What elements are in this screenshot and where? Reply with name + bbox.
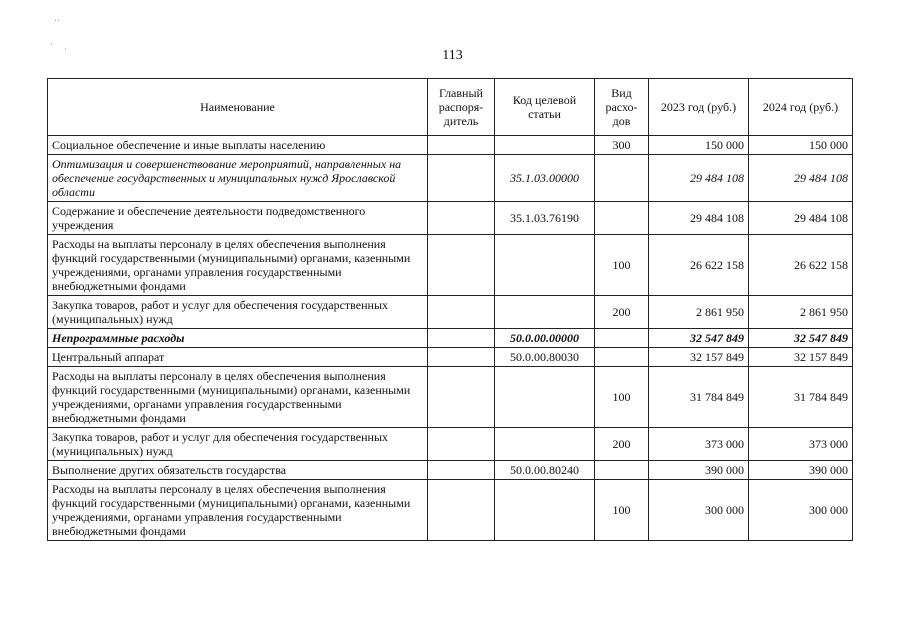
cell-2024: 390 000	[749, 461, 853, 480]
cell-code	[495, 367, 595, 428]
header-code: Код целевой статьи	[495, 79, 595, 136]
table-row	[48, 367, 853, 428]
cell-2023: 29 484 108	[649, 202, 749, 235]
table-row	[48, 428, 853, 461]
header-name: Наименование	[48, 79, 428, 136]
cell-admin	[428, 155, 495, 202]
cell-admin	[428, 348, 495, 367]
cell-kind: 100	[595, 235, 649, 296]
cell-2024: 31 784 849	[749, 367, 853, 428]
cell-code: 35.1.03.76190	[495, 202, 595, 235]
cell-admin	[428, 367, 495, 428]
table-row	[48, 480, 853, 541]
table-row	[48, 329, 853, 348]
cell-code: 50.0.00.80240	[495, 461, 595, 480]
cell-2024: 373 000	[749, 428, 853, 461]
cell-2023: 300 000	[649, 480, 749, 541]
table-row	[48, 348, 853, 367]
cell-kind	[595, 348, 649, 367]
cell-code	[495, 296, 595, 329]
cell-code	[495, 428, 595, 461]
cell-admin	[428, 428, 495, 461]
cell-2023: 26 622 158	[649, 235, 749, 296]
cell-2023: 390 000	[649, 461, 749, 480]
cell-2023: 32 157 849	[649, 348, 749, 367]
cell-admin	[428, 461, 495, 480]
header-2023: 2023 год (руб.)	[649, 79, 749, 136]
cell-2024: 29 484 108	[749, 155, 853, 202]
cell-2023: 29 484 108	[649, 155, 749, 202]
cell-name: Расходы на выплаты персоналу в целях обеспечения выполнения функций государственными (муниципальными) органами, казенными учреждениями, органами управления государственными внебюджетными фондами	[48, 235, 428, 296]
cell-name: Закупка товаров, работ и услуг для обеспечения государственных (муниципальных) нужд	[48, 296, 428, 329]
cell-code: 50.0.00.00000	[495, 329, 595, 348]
cell-admin	[428, 480, 495, 541]
cell-2024: 2 861 950	[749, 296, 853, 329]
table-row	[48, 235, 853, 296]
cell-2023: 373 000	[649, 428, 749, 461]
cell-admin	[428, 202, 495, 235]
cell-kind: 200	[595, 428, 649, 461]
cell-code: 50.0.00.80030	[495, 348, 595, 367]
cell-admin	[428, 296, 495, 329]
cell-2024: 29 484 108	[749, 202, 853, 235]
cell-name: Центральный аппарат	[48, 348, 428, 367]
cell-admin	[428, 235, 495, 296]
cell-2023: 31 784 849	[649, 367, 749, 428]
budget-table	[47, 78, 853, 541]
header-admin: Главный распоря-дитель	[428, 79, 495, 136]
cell-kind	[595, 155, 649, 202]
scan-speck: ‥	[54, 13, 61, 23]
cell-name: Расходы на выплаты персоналу в целях обеспечения выполнения функций государственными (муниципальными) органами, казенными учреждениями, органами управления государственными внебюджетными фондами	[48, 367, 428, 428]
table-body	[48, 136, 853, 541]
cell-code	[495, 480, 595, 541]
scan-speck: ·	[64, 44, 67, 54]
table-row	[48, 136, 853, 155]
cell-kind	[595, 461, 649, 480]
cell-2024: 32 157 849	[749, 348, 853, 367]
cell-2023: 150 000	[649, 136, 749, 155]
cell-kind: 100	[595, 480, 649, 541]
cell-2024: 32 547 849	[749, 329, 853, 348]
cell-name: Непрограммные расходы	[48, 329, 428, 348]
cell-2024: 26 622 158	[749, 235, 853, 296]
cell-code	[495, 235, 595, 296]
cell-kind: 300	[595, 136, 649, 155]
cell-2024: 150 000	[749, 136, 853, 155]
page-number: 113	[442, 48, 463, 63]
cell-2023: 32 547 849	[649, 329, 749, 348]
cell-name: Оптимизация и совершенствование мероприятий, направленных на обеспечение государственных и муниципальных нужд Ярославской области	[48, 155, 428, 202]
table-header-row	[48, 79, 853, 136]
cell-name: Социальное обеспечение и иные выплаты населению	[48, 136, 428, 155]
cell-kind: 100	[595, 367, 649, 428]
cell-kind	[595, 329, 649, 348]
cell-name: Закупка товаров, работ и услуг для обеспечения государственных (муниципальных) нужд	[48, 428, 428, 461]
header-2024: 2024 год (руб.)	[749, 79, 853, 136]
cell-name: Содержание и обеспечение деятельности подведомственного учреждения	[48, 202, 428, 235]
header-kind: Вид расхо-дов	[595, 79, 649, 136]
cell-admin	[428, 329, 495, 348]
cell-name: Расходы на выплаты персоналу в целях обеспечения выполнения функций государственными (муниципальными) органами, казенными учреждениями, органами управления государственными внебюджетными фондами	[48, 480, 428, 541]
cell-kind	[595, 202, 649, 235]
table-row	[48, 296, 853, 329]
cell-admin	[428, 136, 495, 155]
table-row	[48, 202, 853, 235]
scan-speck: ·	[50, 39, 53, 49]
cell-kind: 200	[595, 296, 649, 329]
cell-name: Выполнение других обязательств государства	[48, 461, 428, 480]
cell-2024: 300 000	[749, 480, 853, 541]
cell-2023: 2 861 950	[649, 296, 749, 329]
table-row	[48, 155, 853, 202]
cell-code	[495, 136, 595, 155]
cell-code: 35.1.03.00000	[495, 155, 595, 202]
table-row	[48, 461, 853, 480]
